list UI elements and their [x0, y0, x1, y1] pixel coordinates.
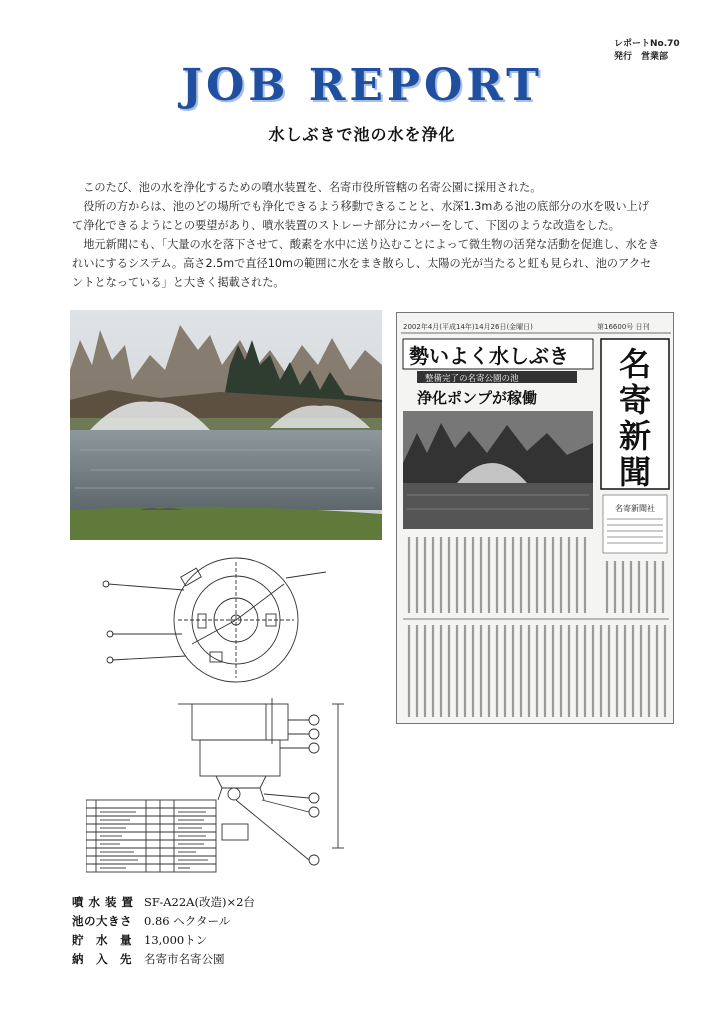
spec-value: 13,000トン [144, 933, 208, 947]
masthead-char: 聞 [618, 453, 652, 491]
masthead-char: 名 [618, 345, 652, 383]
masthead-char: 新 [618, 417, 652, 455]
spec-label: 池の大きさ [72, 914, 132, 928]
spec-value: 名寄市名寄公園 [144, 952, 225, 966]
spec-row [72, 912, 472, 931]
spec-value: SF-A22A(改造)×2台 [144, 895, 255, 909]
page-title: JOB REPORT [181, 60, 543, 111]
body-paragraph: 地元新聞にも、「大量の水を落下させて、酸素を水中に送り込むことによって微生物の活発な活動を促進し、水をきれいにするシステム。高さ2.5mで直径10mの範囲に水をまき散らし、太陽の光が当たると虹も見られ、池のアクセントとなっている」と大きく掲載された。 [72, 238, 660, 289]
newspaper-edition: 第16600号 日刊 [597, 323, 650, 331]
newspaper-clipping [396, 312, 674, 724]
spec-label: 貯 水 量 [72, 933, 132, 947]
spec-row [72, 893, 472, 912]
newspaper-headline2: 浄化ポンプが稼働 [417, 389, 538, 407]
body-paragraph: このたび、池の水を浄化するための噴水装置を、名寄市役所管轄の名寄公園に採用された。 [83, 181, 542, 194]
body-paragraph: 役所の方からは、池のどの場所でも浄化できるよう移動できることと、水深1.3mある池の底部分の水を吸い上げて浄化できるようにとの要望があり、噴水装置のストレーナ部分にカバーをして、下図のような改造をした。 [72, 200, 649, 232]
newspaper-subheadline: 整備完了の名寄公園の池 [425, 374, 519, 384]
technical-drawing [86, 548, 376, 880]
report-number: レポートNo.70 [614, 39, 680, 49]
spec-row [72, 931, 472, 950]
newspaper-headline: 勢いよく水しぶき [409, 344, 569, 368]
spec-label: 噴 水 装 置 [72, 895, 134, 909]
spec-list [72, 893, 472, 969]
fountain-photo [70, 310, 382, 540]
newspaper-dateline: 2002年4月(平成14年)14月26日(金曜日) [403, 323, 533, 331]
page-subtitle: 水しぶきで池の水を浄化 [268, 125, 456, 144]
newspaper-publisher: 名寄新聞社 [615, 504, 655, 513]
report-body [72, 178, 660, 292]
report-issuer: 発行 営業部 [614, 52, 669, 62]
spec-row [72, 950, 472, 969]
spec-label: 納 入 先 [72, 952, 132, 966]
spec-value: 0.86 ヘクタール [144, 914, 231, 928]
masthead-char: 寄 [618, 381, 652, 419]
